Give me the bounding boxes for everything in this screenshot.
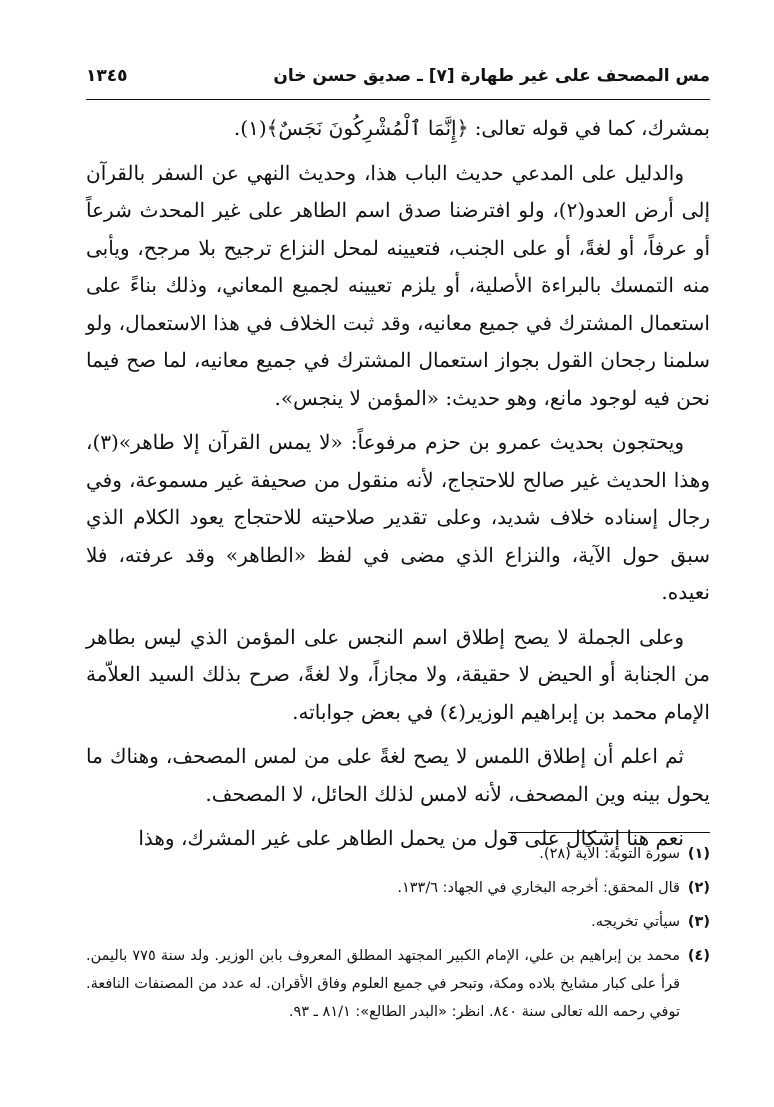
footnote bbox=[86, 840, 710, 868]
footnote-divider bbox=[508, 832, 710, 833]
paragraph-6: نعم هنا إشكال على قول من يحمل الطاهر على غير المشرك، وهذا bbox=[138, 826, 684, 850]
page-number: ١٣٤٥ bbox=[86, 66, 128, 86]
paragraph-4: وعلى الجملة لا يصح إطلاق اسم النجس على المؤمن الذي ليس بطاهر من الجنابة أو الحيض لا حقيقة، ولا مجازاً، ولا لغةً، صرح بذلك السيد العلاّمة الإمام محمد بن إبراهيم الوزير(٤) في بعض جواباته. bbox=[86, 624, 710, 724]
footnote-number: (٢) bbox=[687, 880, 710, 896]
footnote-number: (٣) bbox=[687, 914, 710, 930]
header-divider bbox=[86, 99, 710, 100]
paragraph-2: والدليل على المدعي حديث الباب هذا، وحديث النهي عن السفر بالقرآن إلى أرض العدو(٢)، ولو افترضنا صدق اسم الطاهر على غير المحدث شرعاً أو عرفاً، أو لغةً، أو على الجنب، فتعيينه لمحل النزاع ترجيح بلا مرجح، ويأبى منه التمسك بالبراءة الأصلية، أو يلزم تعيينه لجميع المعاني، وذلك بناءً على استعمال المشترك في جميع معانيه، وقد ثبت الخلاف في هذا الاستعمال، ولو سلمنا رجحان القول بجواز استعمال المشترك في جميع معانيه، لما صح فيما نحن فيه لوجود مانع، وهو حديث: «المؤمن لا ينجس». bbox=[86, 160, 711, 410]
footnote-text: سيأتي تخريجه. bbox=[591, 914, 680, 930]
main-text bbox=[86, 110, 710, 858]
footnote bbox=[86, 942, 710, 1026]
footnote bbox=[86, 874, 710, 902]
paragraph-3: ويحتجون بحديث عمرو بن حزم مرفوعاً: «لا يمس القرآن إلا طاهر»(٣)، وهذا الحديث غير صالح للاحتجاج، لأنه منقول من صحيفة غير مسموعة، وفي رجال إسناده خلاف شديد، وعلى تقدير صلاحيته للاحتجاج يعود الكلام الذي سبق حول الآية، والنزاع الذي مضى في لفظ «الطاهر» وقد عرفته، فلا نعيده. bbox=[86, 430, 710, 604]
paragraph-5: ثم اعلم أن إطلاق اللمس لا يصح لغةً على من لمس المصحف، وهناك ما يحول بينه وين المصحف، لأنه لامس لذلك الحائل، لا المصحف. bbox=[86, 744, 710, 806]
footnote bbox=[86, 908, 710, 936]
footnote-number: (١) bbox=[687, 846, 710, 862]
running-header bbox=[86, 56, 710, 96]
footnotes bbox=[86, 840, 710, 1026]
footnote-text: محمد بن إبراهيم بن علي، الإمام الكبير المجتهد المطلق المعروف بابن الوزير. ولد سنة ٧٧٥ باليمن. قرأ على كبار مشايخ بلاده ومكة، وتبحر في جميع العلوم وفاق الأقران. له عدد من المصنفات النافعة. توفي رحمه الله تعالى سنة ٨٤٠. انظر: «البدر الطالع»: ٨١/١ ـ ٩٣. bbox=[86, 948, 680, 1020]
footnote-number: (٤) bbox=[687, 948, 710, 964]
paragraph-1: بمشرك، كما في قوله تعالى: ﴿إِنَّمَا ٱلْمُشْرِكُونَ نَجَسٌ﴾(١). bbox=[233, 116, 710, 140]
footnote-text: سورة التوبة: الآية (٢٨). bbox=[539, 846, 680, 862]
running-title: مس المصحف على غير طهارة [٧] ـ صديق حسن خان bbox=[273, 66, 710, 86]
footnote-text: قال المحقق: أخرجه البخاري في الجهاد: ١٣٣/٦. bbox=[397, 880, 680, 896]
